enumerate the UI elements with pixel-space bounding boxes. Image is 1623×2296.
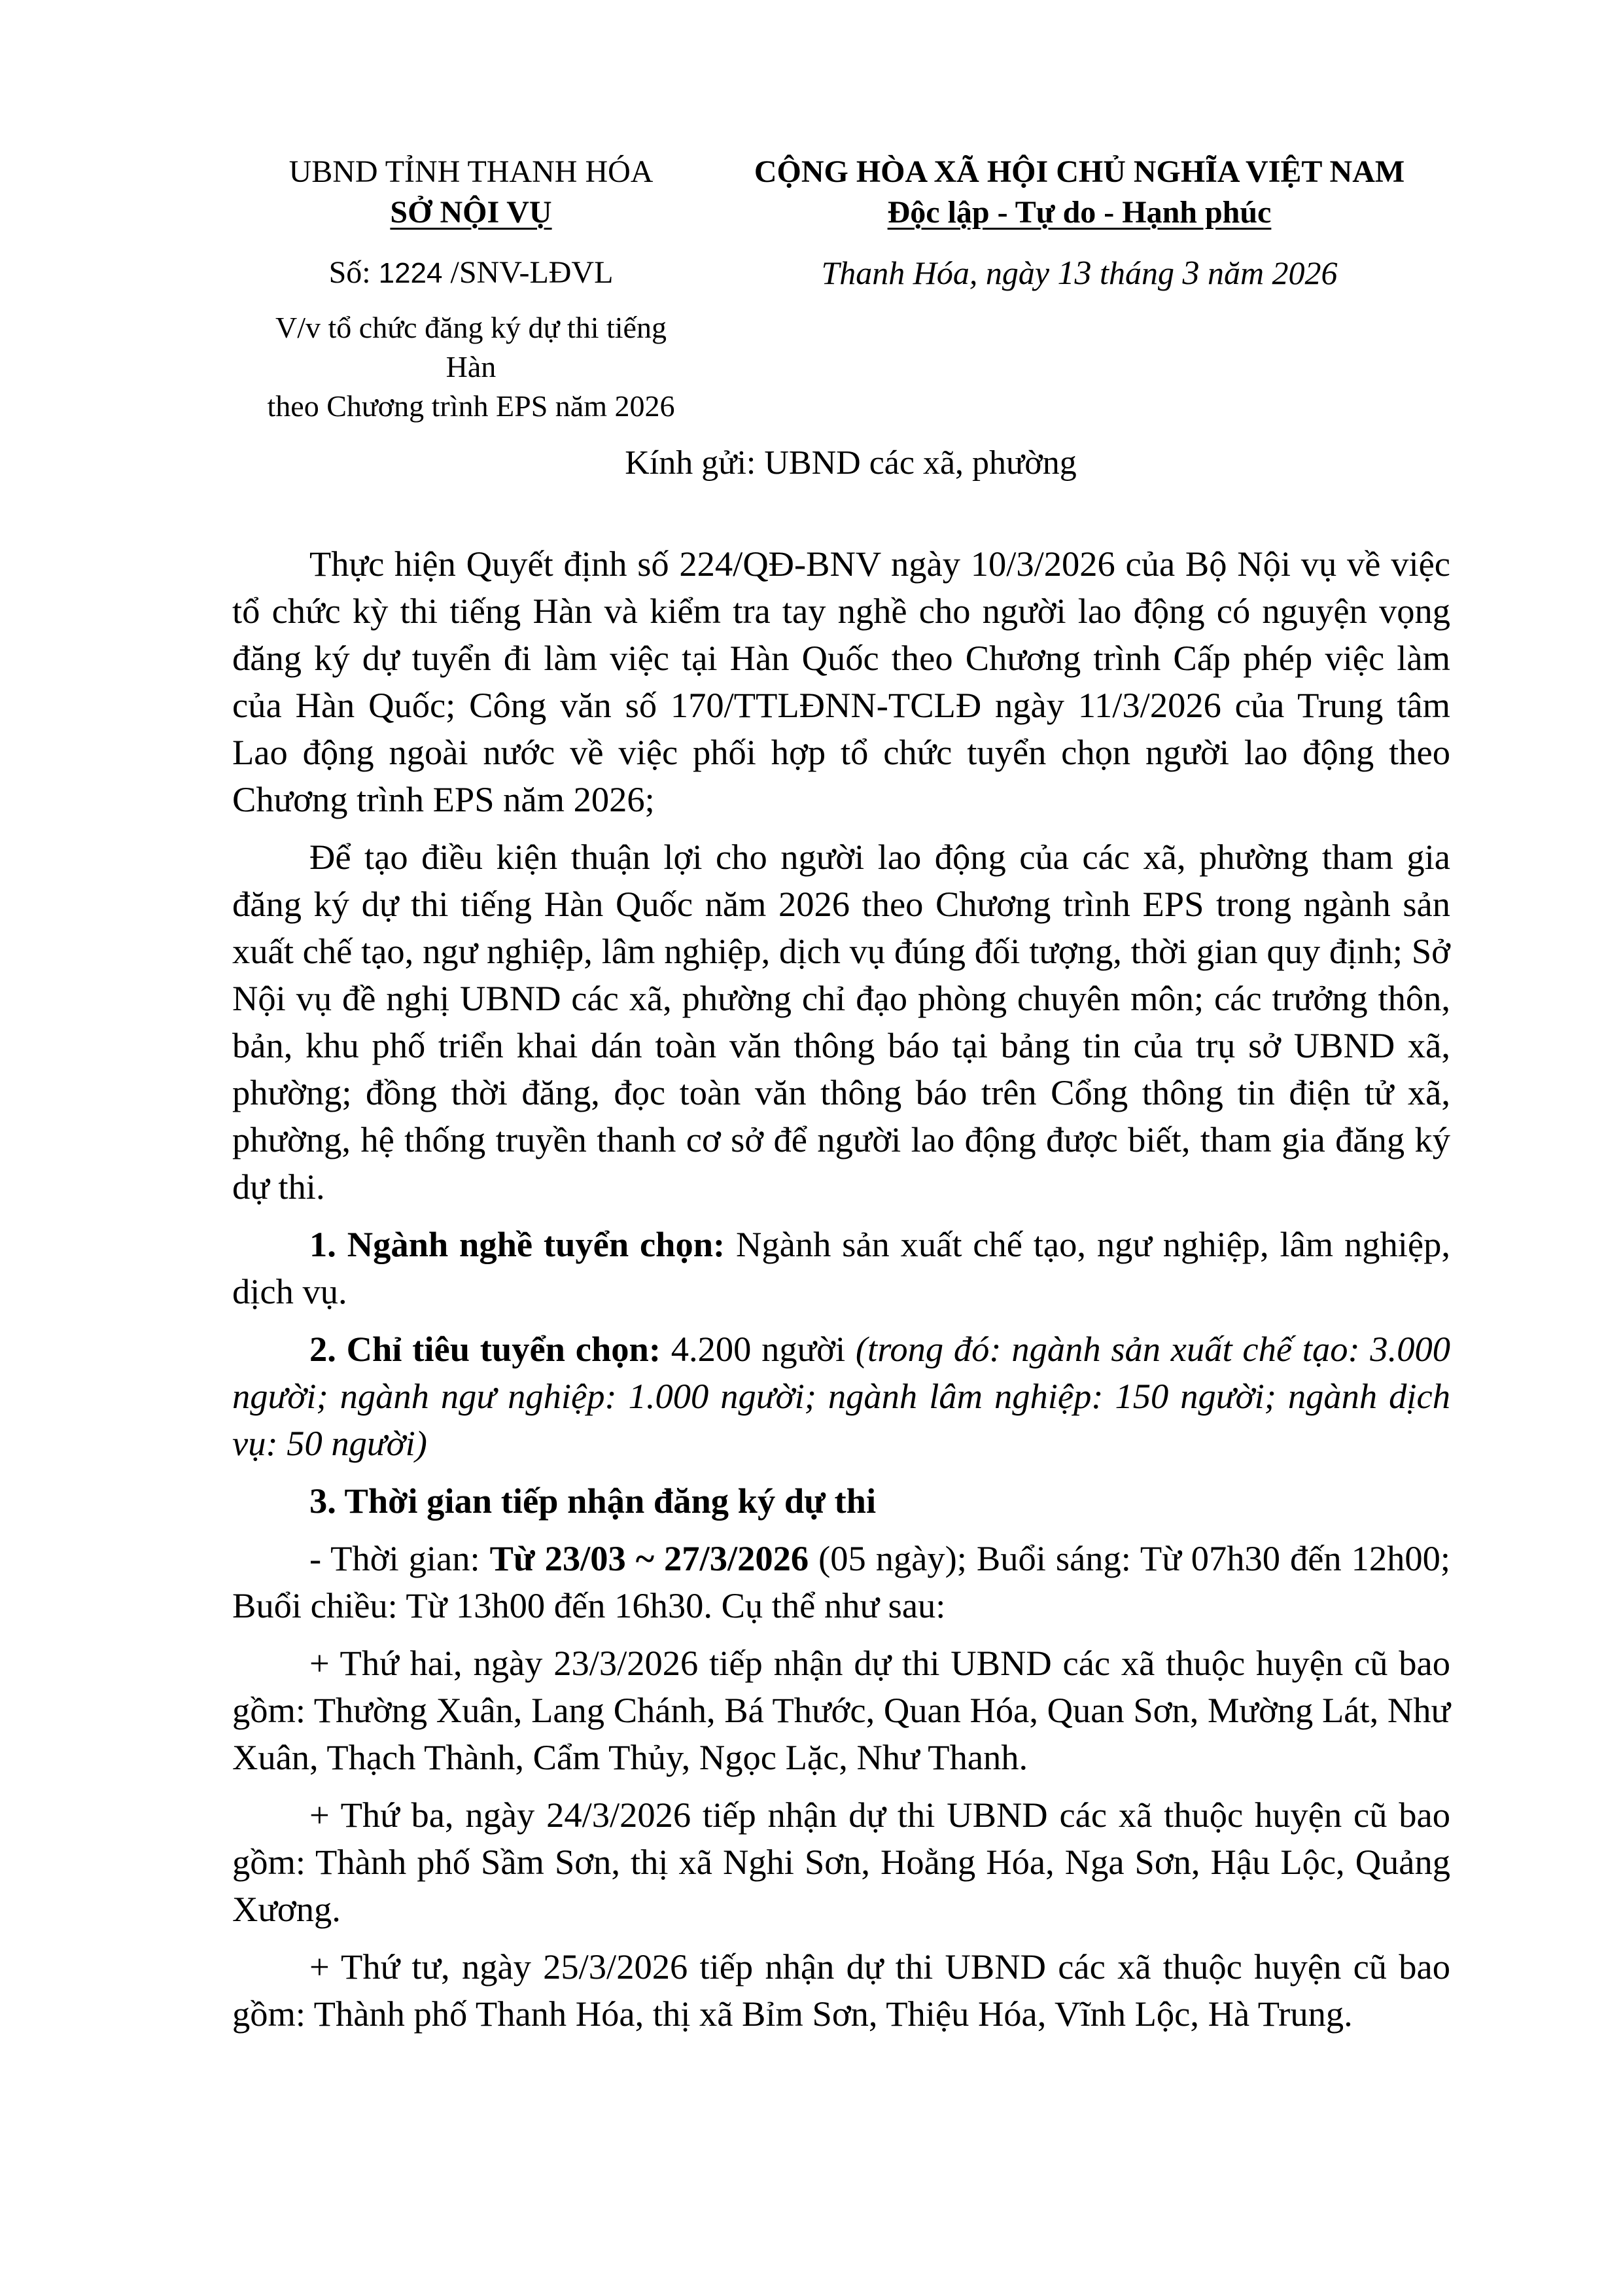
section-2-text: 4.200 người <box>660 1329 856 1369</box>
time-rest: (05 ngày); Buổi sáng: Từ 07h30 đến 12h00; Buổi chiều: Từ 13h00 đến 16h30. Cụ thể như sau: <box>232 1538 1451 1625</box>
schedule-day-1: + Thứ hai, ngày 23/3/2026 tiếp nhận dự thi UBND các xã thuộc huyện cũ bao gồm: Thường Xuân, Lang Chánh, Bá Thước, Quan Hóa, Quan Sơn, Mường Lát, Như Xuân, Thạch Thành, Cẩm Thủy, Ngọc Lặc, Như Thanh. <box>232 1643 1450 1777</box>
date-month: 3 <box>1182 255 1200 292</box>
place-date <box>720 253 1439 294</box>
section-2 <box>232 1326 1450 1467</box>
schedule-day-3: + Thứ tư, ngày 25/3/2026 tiếp nhận dự thi UBND các xã thuộc huyện cũ bao gồm: Thành phố Thanh Hóa, thị xã Bỉm Sơn, Thiệu Hóa, Vĩnh Lộc, Hà Trung. <box>232 1947 1450 2034</box>
document-number <box>249 253 693 294</box>
docno-number: 1224 <box>378 257 443 289</box>
schedule-day-2: + Thứ ba, ngày 24/3/2026 tiếp nhận dự thi UBND các xã thuộc huyện cũ bao gồm: Thành phố Sầm Sơn, thị xã Nghi Sơn, Hoằng Hóa, Nga Sơn, Hậu Lộc, Quảng Xương. <box>232 1795 1450 1929</box>
agency-name-text: SỞ NỘI VỤ <box>390 195 552 230</box>
document-subject <box>249 308 693 426</box>
section-3-heading: 3. Thời gian tiếp nhận đăng ký dự thi <box>309 1481 877 1521</box>
recipient-line: Kính gửi: UBND các xã, phường <box>625 444 1077 482</box>
time-range: Từ 23/03 ~ 27/3/2026 <box>489 1538 809 1578</box>
subject-line-1: V/v tổ chức đăng ký dự thi tiếng Hàn <box>275 311 667 383</box>
national-header-block <box>720 152 1439 294</box>
paragraph-basis: Thực hiện Quyết định số 224/QĐ-BNV ngày 10/3/2026 của Bộ Nội vụ về việc tổ chức kỳ thi tiếng Hàn và kiểm tra tay nghề cho người lao động có nguyện vọng đăng ký dự tuyển đi làm việc tại Hàn Quốc theo Chương trình Cấp phép việc làm của Hàn Quốc; Công văn số 170/TTLĐNN-TCLĐ ngày 11/3/2026 của Trung tâm Lao động ngoài nước về việc phối hợp tổ chức tuyển chọn người lao động theo Chương trình EPS năm 2026; <box>232 544 1450 819</box>
date-mid: tháng <box>1091 255 1183 291</box>
subject-line-2: theo Chương trình EPS năm 2026 <box>267 389 675 423</box>
docno-prefix: Số: <box>328 255 379 290</box>
date-place: Thanh Hóa, ngày <box>821 255 1058 291</box>
nation-title: CỘNG HÒA XÃ HỘI CHỦ NGHĨA VIỆT NAM <box>754 154 1405 189</box>
section-2-detail: (trong đó: ngành sản xuất chế tạo: 3.000 người; ngành ngư nghiệp: 1.000 người; ngành lâm nghiệp: 150 người; ngành dịch vụ: 50 người) <box>232 1329 1450 1463</box>
time-prefix: - Thời gian: <box>309 1538 490 1578</box>
paragraph-request: Để tạo điều kiện thuận lợi cho người lao động của các xã, phường tham gia đăng ký dự thi tiếng Hàn Quốc năm 2026 theo Chương trình EPS trong ngành sản xuất chế tạo, ngư nghiệp, lâm nghiệp, dịch vụ đúng đối tượng, thời gian quy định; Sở Nội vụ đề nghị UBND các xã, phường chỉ đạo phòng chuyên môn; các trưởng thôn, bản, khu phố triển khai dán toàn văn thông báo tại bảng tin của trụ sở UBND xã, phường; đồng thời đăng, đọc toàn văn thông báo trên Cổng thông tin điện tử xã, phường, hệ thống truyền thanh cơ sở để người lao động được biết, tham gia đăng ký dự thi. <box>232 837 1450 1207</box>
agency-name <box>249 192 693 233</box>
issuing-agency-block <box>249 152 693 426</box>
motto-text: Độc lập - Tự do - Hạnh phúc <box>887 195 1272 230</box>
date-year: năm 2026 <box>1199 255 1338 291</box>
parent-agency: UBND TỈNH THANH HÓA <box>288 154 654 189</box>
document-body <box>232 540 1450 2048</box>
time-paragraph <box>232 1535 1450 1629</box>
motto <box>720 192 1439 233</box>
section-1-text: Ngành sản xuất chế tạo, ngư nghiệp, lâm nghiệp, dịch vụ. <box>232 1224 1450 1311</box>
section-1-heading: 1. Ngành nghề tuyển chọn: <box>309 1224 725 1264</box>
docno-suffix: /SNV-LĐVL <box>442 255 614 290</box>
section-1 <box>232 1221 1450 1315</box>
date-day: 13 <box>1057 255 1092 292</box>
section-2-heading: 2. Chỉ tiêu tuyển chọn: <box>309 1329 661 1369</box>
